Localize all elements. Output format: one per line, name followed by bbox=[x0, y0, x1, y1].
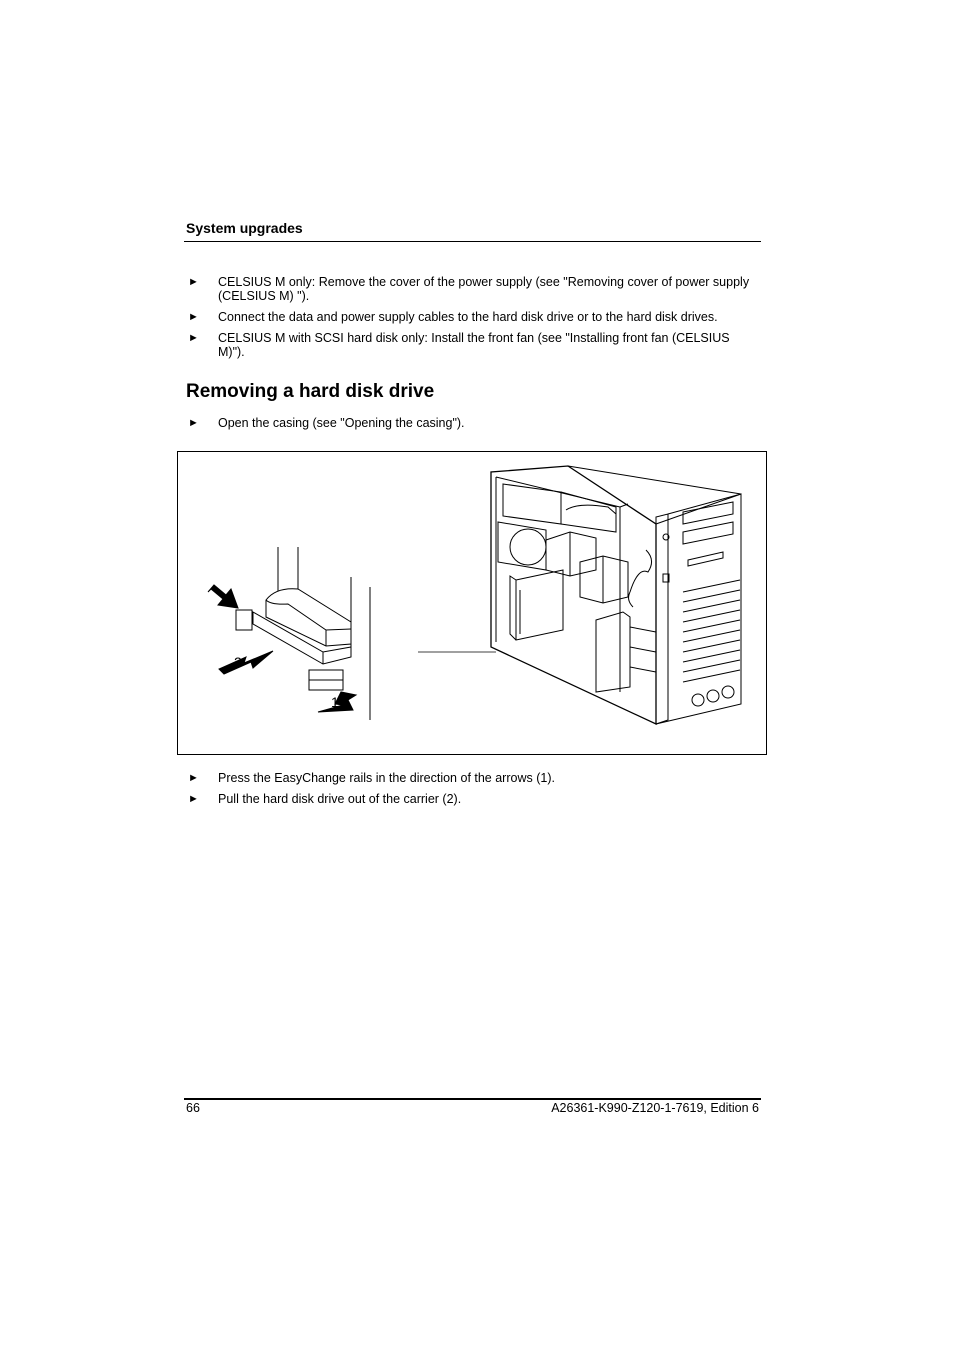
step-text: Open the casing (see "Opening the casing"). bbox=[218, 416, 465, 430]
running-header: System upgrades bbox=[186, 220, 303, 236]
bullet-arrow-icon: ► bbox=[188, 772, 199, 784]
step-text: CELSIUS M with SCSI hard disk only: Install the front fan (see "Installing front fan (CELSIUS M)"). bbox=[218, 331, 730, 359]
section-heading: Removing a hard disk drive bbox=[186, 381, 435, 402]
callout-1-top: 1 bbox=[222, 593, 230, 609]
step-text: CELSIUS M only: Remove the cover of the power supply (see "Removing cover of power supply (CELSIUS M) "). bbox=[218, 275, 750, 303]
step-item bbox=[186, 331, 756, 359]
pc-tower-illustration bbox=[491, 466, 741, 724]
document-id: A26361-K990-Z120-1-7619, Edition 6 bbox=[551, 1101, 759, 1115]
bullet-arrow-icon: ► bbox=[188, 311, 199, 323]
step-text: Connect the data and power supply cables to the hard disk drive or to the hard disk drives. bbox=[218, 310, 718, 324]
callout-2: 2 bbox=[234, 654, 242, 670]
step-text: Press the EasyChange rails in the direction of the arrows (1). bbox=[218, 771, 555, 785]
callout-1-bottom: 1 bbox=[331, 694, 339, 710]
step-item bbox=[186, 310, 756, 324]
header-rule bbox=[184, 241, 761, 242]
step-item bbox=[186, 275, 756, 303]
bullet-arrow-icon: ► bbox=[188, 332, 199, 344]
step-item bbox=[186, 771, 756, 785]
page-number: 66 bbox=[186, 1101, 200, 1115]
illustration-figure bbox=[177, 451, 767, 755]
drive-removal-illustration bbox=[178, 452, 768, 756]
bullet-arrow-icon: ► bbox=[188, 793, 199, 805]
bullet-arrow-icon: ► bbox=[188, 417, 199, 429]
bullet-arrow-icon: ► bbox=[188, 276, 199, 288]
footer-rule bbox=[184, 1098, 761, 1100]
step-item bbox=[186, 792, 756, 806]
step-text: Pull the hard disk drive out of the carrier (2). bbox=[218, 792, 462, 806]
drive-detail bbox=[208, 547, 370, 720]
step-item bbox=[186, 416, 756, 430]
